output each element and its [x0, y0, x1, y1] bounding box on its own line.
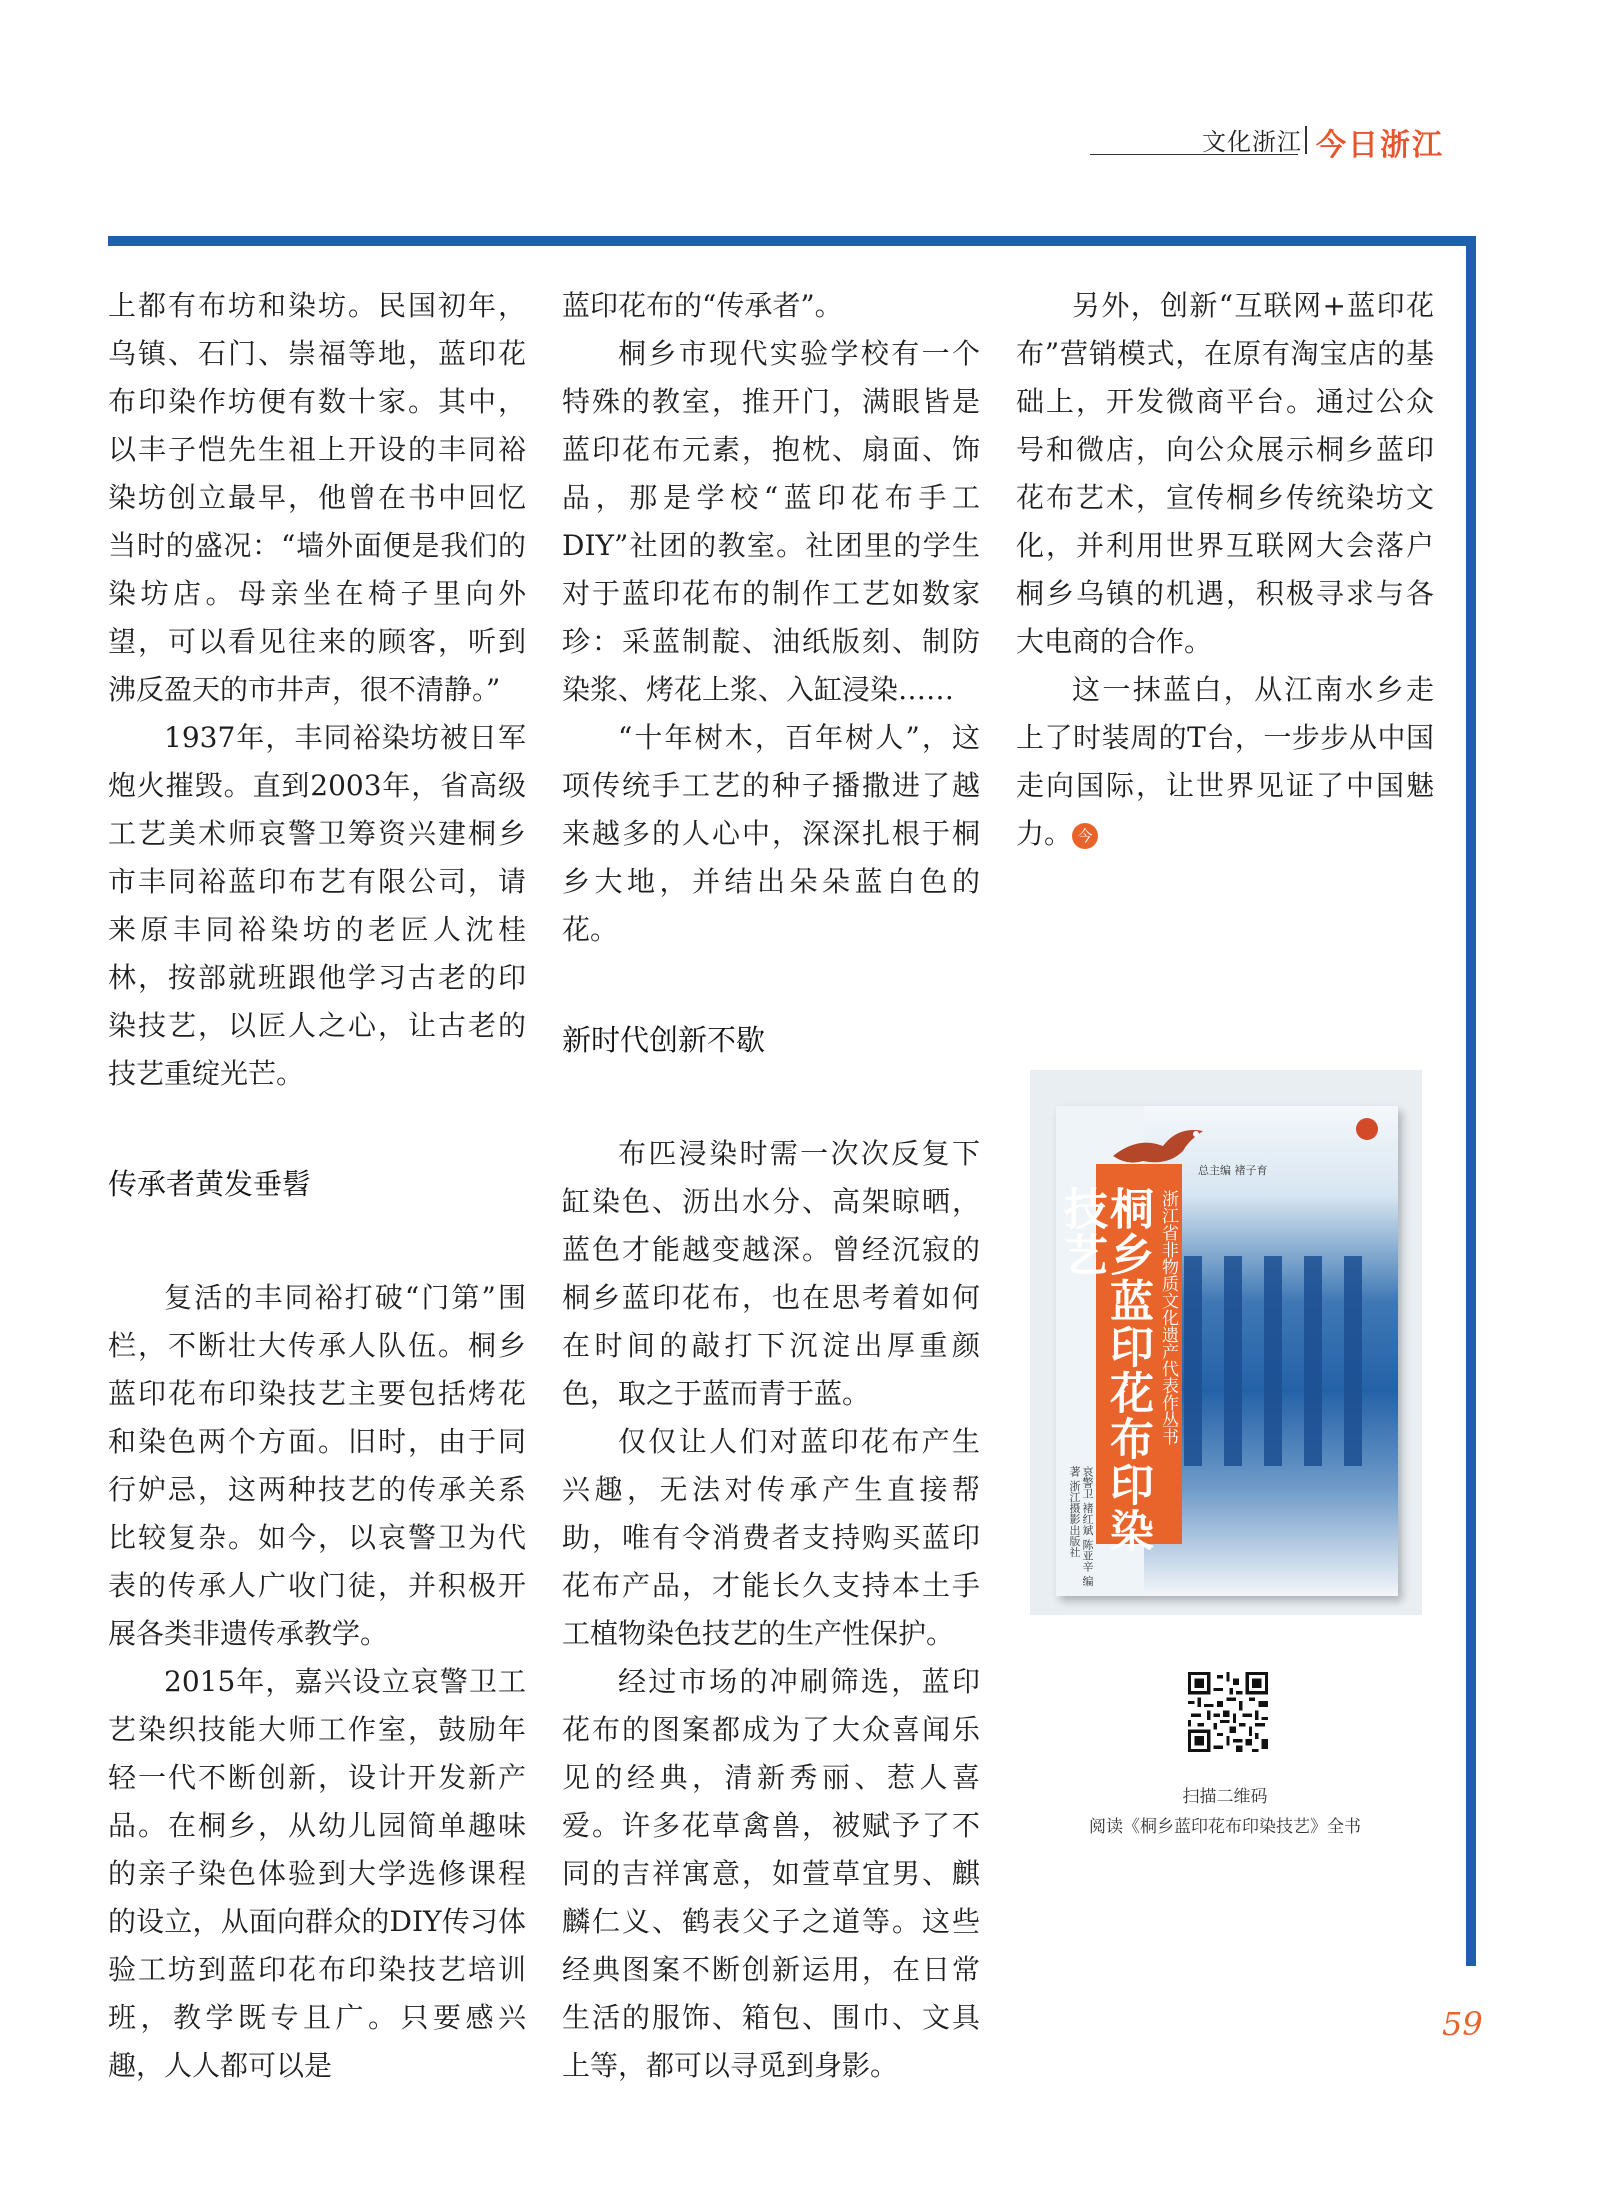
paragraph: 经过市场的冲刷筛选，蓝印花布的图案都成为了大众喜闻乐见的经典，清新秀丽、惹人喜爱。许多花草禽兽，被赋予了不同的吉祥寓意，如萱草宜男、麒麟仁义、鹤表父子之道等。这些经典图案不断创新运用，在日常生活的服饰、箱包、围巾、文具上等，都可以寻觅到身影。: [562, 1665, 980, 2082]
section-heading: 传承者黄发垂髫: [108, 1167, 312, 1201]
book-cover-image: [1030, 1070, 1422, 1615]
paragraph: 另外，创新“互联网+蓝印花布”营销模式，在原有淘宝店的基础上，开发微商平台。通过公众号和微店，向公众展示桐乡蓝印花布艺术，宣传桐乡传统染坊文化，并利用世界互联网大会落户桐乡乌镇的机遇，积极寻求与各大电商的合作。: [1016, 289, 1434, 658]
cloth-strip: [1344, 1256, 1362, 1466]
article-column-1: [108, 282, 526, 2090]
book-publisher: [1064, 1466, 1094, 1596]
header-divider: [1305, 126, 1307, 154]
book-cover: [1056, 1106, 1398, 1596]
caption-line: 阅读《桐乡蓝印花布印染技艺》全书: [1089, 1817, 1361, 1837]
paragraph: 仅仅让人们对蓝印花布产生兴趣，无法对传承产生直接帮助，唯有令消费者支持购买蓝印花布产品，才能长久支持本土手工植物染色技艺的生产性保护。: [562, 1425, 980, 1650]
qr-code-icon[interactable]: [1188, 1672, 1268, 1752]
paragraph: 复活的丰同裕打破“门第”围栏，不断壮大传承人队伍。桐乡蓝印花布印染技艺主要包括烤花和染色两个方面。旧时，由于同行妒忌，这两种技艺的传承关系比较复杂。如今，以哀警卫为代表的传承人广收门徒，并积极开展各类非遗传承教学。: [108, 1281, 526, 1650]
section-heading: 新时代创新不歇: [562, 1023, 766, 1057]
paragraph: “十年树木，百年树人”，这项传统手工艺的种子播撒进了越来越多的人心中，深深扎根于桐乡大地，并结出朵朵蓝白色的花。: [562, 721, 980, 946]
top-accent-bar: [108, 236, 1476, 246]
book-editor: 总主编 褚子育: [1198, 1164, 1268, 1177]
page-number: 59: [1442, 2005, 1483, 2043]
paragraph: 2015年，嘉兴设立哀警卫工艺染织技能大师工作室，鼓励年轻一代不断创新，设计开发新产品。在桐乡，从幼儿园简单趣味的亲子染色体验到大学选修课程的设立，从面向群众的DIY传习体验工坊到蓝印花布印染技艺培训班，教学既专且广。只要感兴趣，人人都可以是: [108, 1665, 526, 2082]
article-column-2: [562, 282, 980, 2090]
paragraph: 布匹浸染时需一次次反复下缸染色、沥出水分、高架晾晒，蓝色才能越变越深。曾经沉寂的桐乡蓝印花布，也在思考着如何在时间的敲打下沉淀出厚重颜色，取之于蓝而青于蓝。: [562, 1137, 980, 1410]
book-series: 浙江省非物质文化遗产代表作丛书: [1158, 1190, 1178, 1445]
cloth-strip: [1304, 1256, 1322, 1466]
header-section-title: 文化浙江: [1202, 128, 1302, 156]
magazine-logo: 今日浙江: [1316, 128, 1444, 163]
book-title: 桐乡蓝印花布印染技艺: [1056, 1186, 1153, 1554]
book-authors: 哀警卫 褚红斌 陈亚辛 编著: [1068, 1466, 1094, 1587]
article-column-3: [1016, 282, 1434, 858]
cloth-strip: [1264, 1256, 1282, 1466]
right-accent-bar: [1466, 236, 1476, 1966]
qr-caption: [1050, 1782, 1400, 1842]
cover-photo: [1144, 1106, 1398, 1596]
paragraph: 桐乡市现代实验学校有一个特殊的教室，推开门，满眼皆是蓝印花布元素，抱枕、扇面、饰品，那是学校“蓝印花布手工DIY”社团的教室。社团里的学生对于蓝印花布的制作工艺如数家珍：采蓝制靛、油纸版刻、制防染浆、烤花上浆、入缸浸染……: [562, 337, 980, 706]
paragraph: 蓝印花布的“传承者”。: [562, 289, 843, 322]
publisher-emblem-icon: [1356, 1118, 1378, 1140]
paragraph: [1016, 666, 1434, 858]
paragraph: 上都有布坊和染坊。民国初年，乌镇、石门、崇福等地，蓝印花布印染作坊便有数十家。其中，以丰子恺先生祖上开设的丰同裕染坊创立最早，他曾在书中回忆当时的盛况：“墙外面便是我们的染坊店。母亲坐在椅子里向外望，可以看见往来的顾客，听到沸反盈天的市井声，很不清静。”: [108, 289, 526, 706]
end-mark-icon: 今: [1072, 823, 1098, 849]
cloth-strip: [1184, 1256, 1202, 1466]
paragraph: 1937年，丰同裕染坊被日军炮火摧毁。直到2003年，省高级工艺美术师哀警卫筹资兴建桐乡市丰同裕蓝印布艺有限公司，请来原丰同裕染坊的老匠人沈桂林，按部就班跟他学习古老的印染技艺，以匠人之心，让古老的技艺重绽光芒。: [108, 721, 526, 1090]
cloth-strip: [1224, 1256, 1242, 1466]
book-publisher-name: 浙江摄影出版社: [1068, 1480, 1081, 1558]
page-header: [1090, 118, 1444, 163]
paragraph-text: 这一抹蓝白，从江南水乡走上了时装周的T台，一步步从中国走向国际，让世界见证了中国魅力。: [1016, 673, 1434, 850]
caption-line: 扫描二维码: [1182, 1787, 1268, 1807]
